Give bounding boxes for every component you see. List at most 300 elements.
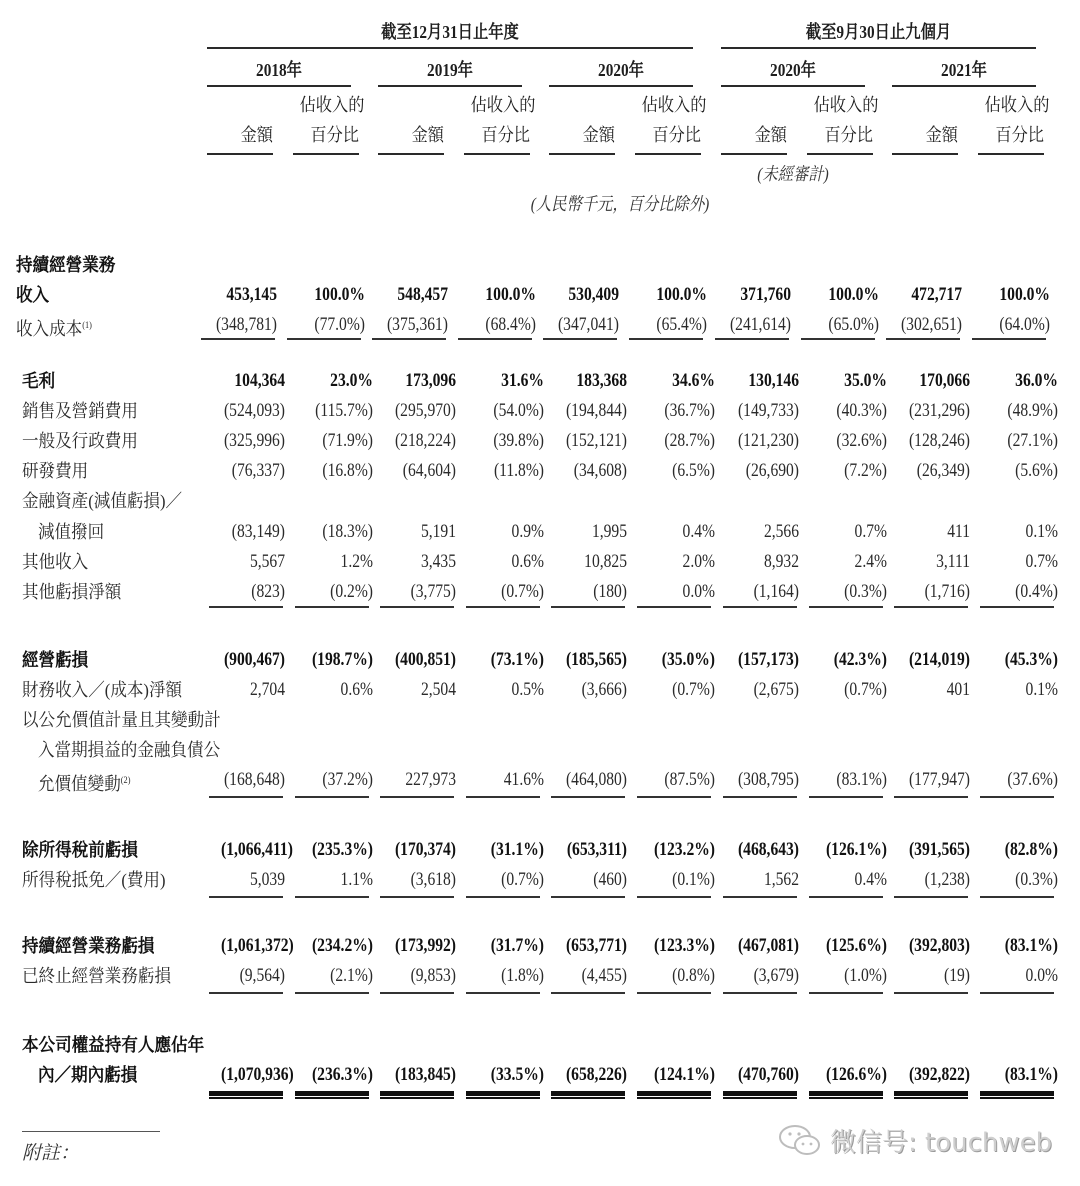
cell-amount: (9,564) <box>239 965 285 986</box>
cell-amount: (34,608) <box>573 460 627 481</box>
cell-percentage: 0.7% <box>1025 551 1058 572</box>
unaudited-note: (未經審計) <box>757 164 829 184</box>
total-double-underline <box>209 1091 283 1099</box>
cell-amount: 371,760 <box>740 284 791 305</box>
row-label-text: 財務收入／(成本)淨額 <box>22 680 183 700</box>
cell-percentage: (0.7%) <box>844 679 887 700</box>
row-label-text: 已終止經營業務虧損 <box>22 966 172 986</box>
cell-percentage: (0.7%) <box>672 679 715 700</box>
cell-percentage: (39.8%) <box>493 430 544 451</box>
cell-amount: (170,374) <box>394 839 456 860</box>
cell-percentage: 0.6% <box>511 551 544 572</box>
currency-note: (人民幣千元，百分比除外) <box>530 194 710 214</box>
cell-percentage: 1.2% <box>340 551 373 572</box>
cell-percentage: (16.8%) <box>322 460 373 481</box>
cell-percentage: (5.6%) <box>1015 460 1058 481</box>
total-double-underline <box>466 1091 540 1099</box>
row-label-text: 收入 <box>16 285 50 305</box>
row-label <box>22 547 88 577</box>
cell-percentage: (31.7%) <box>490 935 544 956</box>
subtotal-underline <box>894 896 968 898</box>
column-header-pct-line2: 百分比 <box>481 125 530 145</box>
cell-percentage: 100.0% <box>999 284 1050 305</box>
cell-amount: (218,224) <box>394 430 456 451</box>
cell-percentage: (28.7%) <box>664 430 715 451</box>
cell-amount: (128,246) <box>908 430 970 451</box>
row-label <box>22 961 171 991</box>
cell-percentage: (11.8%) <box>493 460 544 481</box>
cell-percentage: 100.0% <box>314 284 365 305</box>
cell-percentage: (0.3%) <box>1015 869 1058 890</box>
cell-percentage: (0.1%) <box>672 869 715 890</box>
cell-percentage: 1.1% <box>340 869 373 890</box>
subtotal-underline <box>209 606 283 608</box>
cell-amount: 173,096 <box>405 370 456 391</box>
cell-percentage: (68.4%) <box>485 314 536 335</box>
cell-amount: (1,066,411) <box>221 839 293 860</box>
cell-percentage: 0.9% <box>511 521 544 542</box>
year-header: 2018年 <box>256 60 302 80</box>
cell-percentage: (123.3%) <box>653 935 715 956</box>
cell-percentage: (42.3%) <box>833 649 887 670</box>
cell-percentage: (54.0%) <box>493 400 544 421</box>
subtotal-underline <box>801 338 875 340</box>
cell-amount: 5,039 <box>249 869 285 890</box>
cell-amount: 2,566 <box>763 521 799 542</box>
cell-amount: (2,675) <box>753 679 799 700</box>
subtotal-underline <box>809 896 883 898</box>
row-label <box>22 1030 204 1060</box>
subtotal-underline <box>723 896 797 898</box>
row-label <box>16 280 49 310</box>
row-label-text: 金融資產(減值虧損)／ <box>22 491 183 511</box>
total-double-underline <box>380 1091 454 1099</box>
cell-percentage: (123.2%) <box>653 839 715 860</box>
cell-percentage: 31.6% <box>501 370 544 391</box>
subtotal-underline <box>209 896 283 898</box>
subtotal-underline <box>809 606 883 608</box>
row-label <box>22 931 154 961</box>
cell-amount: (157,173) <box>737 649 799 670</box>
cell-percentage: (0.7%) <box>501 869 544 890</box>
cell-amount: (467,081) <box>737 935 799 956</box>
cell-amount: (185,565) <box>565 649 627 670</box>
row-label-text: 經營虧損 <box>22 650 89 670</box>
subtotal-underline <box>295 896 369 898</box>
total-double-underline <box>637 1091 711 1099</box>
header-group-annual: 截至12月31日止年度 <box>381 22 519 42</box>
cell-percentage: (83.1%) <box>1004 1064 1058 1085</box>
cell-percentage: (37.6%) <box>1007 769 1058 790</box>
cell-amount: (121,230) <box>737 430 799 451</box>
header-group-nine-months: 截至9月30日止九個月 <box>805 22 952 42</box>
cell-percentage: 0.0% <box>1025 965 1058 986</box>
subtotal-underline <box>466 606 540 608</box>
cell-amount: (26,690) <box>745 460 799 481</box>
row-label-text: 內／期內虧損 <box>38 1065 138 1085</box>
cell-percentage: (36.7%) <box>664 400 715 421</box>
cell-percentage: (125.6%) <box>825 935 887 956</box>
cell-amount: (194,844) <box>565 400 627 421</box>
cell-percentage: (1.8%) <box>501 965 544 986</box>
total-double-underline <box>980 1091 1054 1099</box>
cell-amount: (4,455) <box>581 965 627 986</box>
column-header-rule <box>293 153 359 155</box>
cell-percentage: 23.0% <box>330 370 373 391</box>
year-header-rule <box>721 85 865 87</box>
cell-percentage: (82.8%) <box>1004 839 1058 860</box>
cell-percentage: (236.3%) <box>311 1064 373 1085</box>
cell-amount: (325,996) <box>223 430 285 451</box>
year-header: 2019年 <box>427 60 473 80</box>
row-label-text: 其他收入 <box>22 552 89 572</box>
cell-amount: (308,795) <box>737 769 799 790</box>
row-label-text: 入當期損益的金融負債公 <box>38 740 221 760</box>
cell-percentage: 0.4% <box>682 521 715 542</box>
cell-amount: (149,733) <box>737 400 799 421</box>
cell-amount: (302,651) <box>900 314 962 335</box>
cell-amount: 530,409 <box>568 284 619 305</box>
cell-amount: 130,146 <box>748 370 799 391</box>
cell-amount: (214,019) <box>908 649 970 670</box>
subtotal-underline <box>723 606 797 608</box>
cell-amount: (900,467) <box>223 649 285 670</box>
subtotal-underline <box>551 606 625 608</box>
row-label <box>22 366 55 396</box>
subtotal-underline <box>980 896 1054 898</box>
row-label-text: 其他虧損淨額 <box>22 582 122 602</box>
cell-amount: 2,704 <box>249 679 285 700</box>
subtotal-underline <box>809 992 883 994</box>
cell-percentage: (198.7%) <box>311 649 373 670</box>
cell-amount: (26,349) <box>916 460 970 481</box>
cell-amount: (1,070,936) <box>221 1064 294 1085</box>
cell-amount: 1,995 <box>591 521 627 542</box>
subtotal-underline <box>551 796 625 798</box>
row-label <box>38 517 104 547</box>
subtotal-underline <box>894 796 968 798</box>
cell-percentage: (31.1%) <box>490 839 544 860</box>
cell-amount: (400,851) <box>394 649 456 670</box>
column-header-pct-line1: 佔收入的 <box>299 95 365 115</box>
cell-percentage: (83.1%) <box>1004 935 1058 956</box>
column-header-rule <box>464 153 530 155</box>
cell-percentage: (0.7%) <box>501 581 544 602</box>
cell-percentage: (234.2%) <box>311 935 373 956</box>
cell-amount: 3,111 <box>936 551 970 572</box>
cell-amount: (152,121) <box>565 430 627 451</box>
footnote-marker: (1) <box>82 320 92 330</box>
cell-percentage: 0.1% <box>1025 521 1058 542</box>
column-header-amount: 金額 <box>240 125 273 145</box>
subtotal-underline <box>295 992 369 994</box>
footnote-marker: (2) <box>120 775 131 785</box>
subtotal-underline <box>466 796 540 798</box>
cell-percentage: (0.3%) <box>844 581 887 602</box>
column-header-rule <box>892 153 958 155</box>
cell-percentage: (65.4%) <box>656 314 707 335</box>
column-header-pct-line1: 佔收入的 <box>984 95 1050 115</box>
column-header-pct-line1: 佔收入的 <box>470 95 536 115</box>
header-rule-annual <box>207 47 693 49</box>
cell-amount: (1,061,372) <box>221 935 294 956</box>
cell-percentage: (2.1%) <box>330 965 373 986</box>
total-double-underline <box>551 1091 625 1099</box>
column-header-pct-line1: 佔收入的 <box>641 95 707 115</box>
cell-percentage: 34.6% <box>672 370 715 391</box>
subtotal-underline <box>380 796 454 798</box>
year-header-rule <box>378 85 522 87</box>
cell-amount: 104,364 <box>234 370 285 391</box>
row-label-text: 持續經營業務虧損 <box>22 936 155 956</box>
row-label-text: 除所得稅前虧損 <box>22 840 138 860</box>
year-header-rule <box>207 85 351 87</box>
row-label-text: 允價值變動 <box>38 774 121 794</box>
subtotal-underline <box>201 338 275 340</box>
cell-percentage: (0.4%) <box>1015 581 1058 602</box>
column-header-rule <box>978 153 1044 155</box>
cell-amount: 10,825 <box>584 551 627 572</box>
column-header-pct-line2: 百分比 <box>824 125 873 145</box>
cell-amount: (468,643) <box>737 839 799 860</box>
cell-amount: (1,164) <box>753 581 799 602</box>
subtotal-underline <box>637 896 711 898</box>
cell-percentage: (27.1%) <box>1007 430 1058 451</box>
year-header-rule <box>892 85 1036 87</box>
cell-percentage: 41.6% <box>503 769 544 790</box>
subtotal-underline <box>629 338 703 340</box>
cell-percentage: (33.5%) <box>490 1064 544 1085</box>
cell-percentage: (1.0%) <box>844 965 887 986</box>
row-label-text: 本公司權益持有人應佔年 <box>22 1035 205 1055</box>
total-double-underline <box>809 1091 883 1099</box>
column-header-amount: 金額 <box>754 125 787 145</box>
cell-percentage: (87.5%) <box>664 769 715 790</box>
cell-amount: (3,666) <box>581 679 627 700</box>
row-label <box>22 675 182 705</box>
cell-amount: 2,504 <box>420 679 456 700</box>
subtotal-underline <box>287 338 361 340</box>
cell-amount: 411 <box>947 521 970 542</box>
cell-percentage: (83.1%) <box>836 769 887 790</box>
cell-percentage: 0.6% <box>340 679 373 700</box>
cell-amount: (183,845) <box>394 1064 456 1085</box>
cell-amount: (392,822) <box>908 1064 970 1085</box>
cell-amount: (460) <box>593 869 627 890</box>
subtotal-underline <box>637 606 711 608</box>
cell-percentage: (6.5%) <box>672 460 715 481</box>
cell-amount: 227,973 <box>405 769 456 790</box>
cell-percentage: (71.9%) <box>322 430 373 451</box>
cell-amount: (3,679) <box>753 965 799 986</box>
cell-amount: (347,041) <box>557 314 619 335</box>
cell-percentage: (0.2%) <box>330 581 373 602</box>
row-label <box>22 835 138 865</box>
row-label <box>16 310 92 344</box>
cell-percentage: (0.8%) <box>672 965 715 986</box>
cell-amount: (19) <box>944 965 970 986</box>
cell-percentage: (115.7%) <box>315 400 373 421</box>
subtotal-underline <box>894 992 968 994</box>
row-label-text: 研發費用 <box>22 461 89 481</box>
cell-amount: (392,803) <box>908 935 970 956</box>
cell-amount: (1,716) <box>924 581 970 602</box>
cell-percentage: 35.0% <box>844 370 887 391</box>
row-label <box>22 456 88 486</box>
subtotal-underline <box>380 896 454 898</box>
cell-percentage: (37.2%) <box>322 769 373 790</box>
cell-percentage: (64.0%) <box>999 314 1050 335</box>
cell-percentage: 100.0% <box>485 284 536 305</box>
subtotal-underline <box>466 992 540 994</box>
cell-amount: (173,992) <box>394 935 456 956</box>
subtotal-underline <box>466 896 540 898</box>
cell-amount: (168,648) <box>223 769 285 790</box>
cell-amount: (295,970) <box>394 400 456 421</box>
cell-percentage: (18.3%) <box>322 521 373 542</box>
wechat-icon <box>778 1123 824 1159</box>
subtotal-underline <box>380 606 454 608</box>
cell-amount: (64,604) <box>402 460 456 481</box>
cell-percentage: 0.1% <box>1025 679 1058 700</box>
subtotal-underline <box>715 338 789 340</box>
year-header: 2020年 <box>770 60 816 80</box>
cell-amount: (391,565) <box>908 839 970 860</box>
cell-amount: (241,614) <box>729 314 791 335</box>
row-label <box>22 426 138 456</box>
row-label-text: 持續經營業務 <box>16 255 116 275</box>
column-header-rule <box>549 153 615 155</box>
cell-amount: (464,080) <box>565 769 627 790</box>
column-header-rule <box>635 153 701 155</box>
year-header: 2021年 <box>941 60 987 80</box>
cell-amount: 453,145 <box>226 284 277 305</box>
row-label-text: 以公允價值計量且其變動計 <box>22 710 221 730</box>
cell-amount: 183,368 <box>576 370 627 391</box>
cell-percentage: (40.3%) <box>836 400 887 421</box>
cell-amount: 3,435 <box>420 551 456 572</box>
subtotal-underline <box>209 992 283 994</box>
column-header-pct-line2: 百分比 <box>310 125 359 145</box>
row-label <box>22 705 221 735</box>
row-label <box>22 577 121 607</box>
column-header-amount: 金額 <box>411 125 444 145</box>
subtotal-underline <box>723 992 797 994</box>
subtotal-underline <box>980 992 1054 994</box>
cell-amount: (83,149) <box>231 521 285 542</box>
cell-amount: (9,853) <box>410 965 456 986</box>
cell-percentage: 2.0% <box>682 551 715 572</box>
cell-percentage: (126.6%) <box>825 1064 887 1085</box>
row-label-text: 毛利 <box>22 371 56 391</box>
cell-amount: 472,717 <box>911 284 962 305</box>
row-label-text: 收入成本 <box>16 319 83 339</box>
cell-percentage: 36.0% <box>1015 370 1058 391</box>
cell-percentage: 2.4% <box>854 551 887 572</box>
cell-amount: (3,618) <box>410 869 456 890</box>
cell-percentage: (45.3%) <box>1004 649 1058 670</box>
subtotal-underline <box>980 796 1054 798</box>
year-header: 2020年 <box>598 60 644 80</box>
row-label <box>38 765 130 799</box>
subtotal-underline <box>809 796 883 798</box>
cell-amount: (375,361) <box>386 314 448 335</box>
row-label <box>38 735 220 765</box>
subtotal-underline <box>637 992 711 994</box>
row-label <box>38 1060 137 1090</box>
cell-amount: 170,066 <box>919 370 970 391</box>
cell-percentage: (65.0%) <box>828 314 879 335</box>
row-label-text: 所得稅抵免／(費用) <box>22 870 166 890</box>
row-label-text: 一般及行政費用 <box>22 431 138 451</box>
row-label <box>22 865 166 895</box>
cell-percentage: (48.9%) <box>1007 400 1058 421</box>
subtotal-underline <box>372 338 446 340</box>
cell-amount: (348,781) <box>215 314 277 335</box>
cell-amount: (653,311) <box>566 839 627 860</box>
column-header-pct-line1: 佔收入的 <box>813 95 879 115</box>
subtotal-underline <box>551 992 625 994</box>
total-double-underline <box>894 1091 968 1099</box>
cell-amount: (823) <box>251 581 285 602</box>
cell-percentage: (73.1%) <box>490 649 544 670</box>
cell-amount: (1,238) <box>924 869 970 890</box>
cell-amount: (470,760) <box>737 1064 799 1085</box>
cell-amount: 8,932 <box>763 551 799 572</box>
column-header-amount: 金額 <box>582 125 615 145</box>
subtotal-underline <box>980 606 1054 608</box>
row-label <box>22 396 138 426</box>
cell-amount: 401 <box>946 679 970 700</box>
subtotal-underline <box>380 992 454 994</box>
subtotal-underline <box>723 796 797 798</box>
subtotal-underline <box>637 796 711 798</box>
cell-percentage: 0.4% <box>854 869 887 890</box>
column-header-pct-line2: 百分比 <box>652 125 701 145</box>
row-label <box>22 486 182 516</box>
cell-amount: (658,226) <box>565 1064 627 1085</box>
cell-amount: (231,296) <box>908 400 970 421</box>
year-header-rule <box>549 85 693 87</box>
cell-percentage: (32.6%) <box>836 430 887 451</box>
total-double-underline <box>295 1091 369 1099</box>
row-label <box>22 645 88 675</box>
cell-amount: 5,191 <box>420 521 456 542</box>
cell-percentage: (7.2%) <box>844 460 887 481</box>
subtotal-underline <box>551 896 625 898</box>
cell-percentage: 0.5% <box>511 679 544 700</box>
cell-amount: (653,771) <box>565 935 627 956</box>
cell-percentage: (235.3%) <box>311 839 373 860</box>
row-label-text: 銷售及營銷費用 <box>22 401 138 421</box>
cell-percentage: 0.0% <box>682 581 715 602</box>
subtotal-underline <box>886 338 960 340</box>
watermark <box>778 1122 1052 1159</box>
column-header-rule <box>378 153 444 155</box>
cell-percentage: (35.0%) <box>661 649 715 670</box>
cell-percentage: 100.0% <box>828 284 879 305</box>
row-label-text: 減值撥回 <box>38 522 105 542</box>
column-header-rule <box>807 153 873 155</box>
total-double-underline <box>723 1091 797 1099</box>
cell-amount: (76,337) <box>231 460 285 481</box>
cell-percentage: (126.1%) <box>825 839 887 860</box>
subtotal-underline <box>894 606 968 608</box>
subtotal-underline <box>295 606 369 608</box>
cell-amount: (180) <box>593 581 627 602</box>
row-label <box>16 250 115 280</box>
cell-percentage: (77.0%) <box>314 314 365 335</box>
